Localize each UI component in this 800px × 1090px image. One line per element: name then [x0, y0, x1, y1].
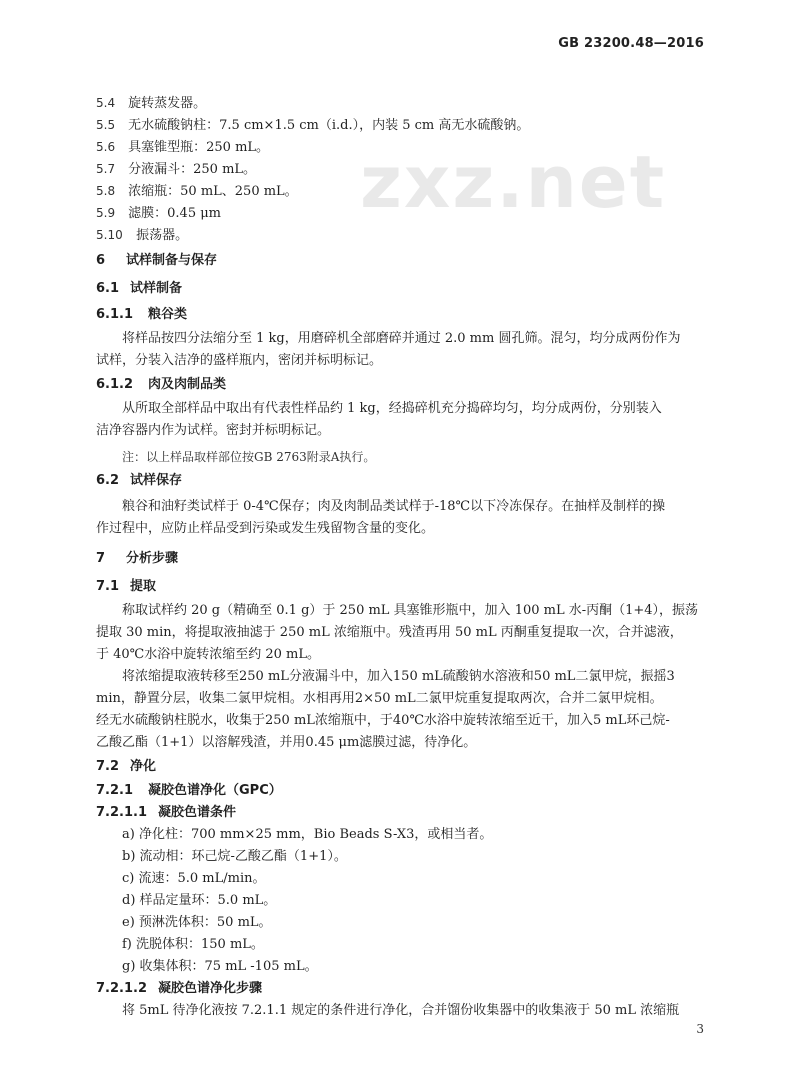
item-text: 旋转蒸发器。: [128, 96, 207, 111]
heading-number: 7.2: [96, 759, 120, 774]
note: 注：以上样品取样部位按GB 2763附录A执行。: [122, 450, 376, 464]
section-heading: [96, 278, 182, 300]
heading-number: 7.2.1: [96, 783, 134, 798]
item-text: 分液漏斗：250 mL。: [128, 162, 257, 177]
section-heading: [96, 250, 217, 272]
heading-title: 肉及肉制品类: [148, 377, 227, 392]
paragraph-line: 将浓缩提取液转移至250 mL分液漏斗中，加入150 mL硫酸钠水溶液和50 mL二氯甲烷，振摇3: [122, 669, 675, 684]
paragraph-line: 洁净容器内作为试样。密封并标明标记。: [96, 423, 331, 438]
list-item: [96, 224, 188, 247]
list-item: b) 流动相：环己烷-乙酸乙酯（1+1）。: [122, 849, 347, 864]
paragraph-line: 作过程中，应防止样品受到污染或发生残留物含量的变化。: [96, 521, 435, 536]
list-item: [96, 180, 298, 203]
heading-number: 6.1.2: [96, 377, 134, 392]
item-number: 5.10: [96, 228, 123, 242]
paragraph-line: 经无水硫酸钠柱脱水，收集于250 mL浓缩瓶中，于40℃水浴中旋转浓缩至近干，加入5 mL环己烷-: [96, 713, 670, 728]
section-heading: [96, 756, 156, 778]
paragraph-line: min，静置分层，收集二氯甲烷相。水相再用2×50 mL二氯甲烷重复提取两次，合并二氯甲烷相。: [96, 691, 663, 706]
watermark: zxz.net: [360, 140, 667, 224]
section-heading: [96, 978, 262, 1000]
item-text: 具塞锥型瓶：250 mL。: [128, 140, 270, 155]
heading-number: 7.1: [96, 579, 120, 594]
list-item: g) 收集体积：75 mL -105 mL。: [122, 959, 318, 974]
paragraph-line: 称取试样约 20 g（精确至 0.1 g）于 250 mL 具塞锥形瓶中，加入 100 mL 水-丙酮（1+4），振荡: [122, 603, 699, 618]
heading-title: 分析步骤: [126, 551, 179, 566]
section-heading: [96, 548, 178, 570]
list-item: a) 净化柱：700 mm×25 mm，Bio Beads S-X3，或相当者。: [122, 827, 493, 842]
section-heading: [96, 802, 236, 824]
section-heading: [96, 470, 182, 492]
heading-number: 6.1.1: [96, 307, 134, 322]
item-text: 无水硫酸钠柱：7.5 cm×1.5 cm（i.d.），内装 5 cm 高无水硫酸钠。: [128, 118, 530, 133]
list-item: c) 流速：5.0 mL/min。: [122, 871, 266, 886]
paragraph-line: 于 40℃水浴中旋转浓缩至约 20 mL。: [96, 647, 320, 662]
paragraph-line: 从所取全部样品中取出有代表性样品约 1 kg，经捣碎机充分捣碎均匀，均分成两份，分别装入: [122, 401, 662, 416]
paragraph-line: 粮谷和油籽类试样于 0-4℃保存；肉及肉制品类试样于-18℃以下冷冻保存。在抽样及制样的操: [122, 499, 666, 514]
list-item: d) 样品定量环：5.0 mL。: [122, 893, 277, 908]
section-heading: [96, 576, 156, 598]
section-heading: [96, 374, 226, 396]
item-number: 5.5: [96, 118, 116, 132]
heading-title: 试样制备与保存: [126, 253, 218, 268]
item-number: 5.6: [96, 140, 116, 154]
item-number: 5.4: [96, 96, 116, 110]
item-number: 5.8: [96, 184, 116, 198]
paragraph-line: 提取 30 min，将提取液抽滤于 250 mL 浓缩瓶中。残渣再用 50 mL 丙酮重复提取一次，合并滤液，: [96, 625, 683, 640]
list-item: e) 预淋洗体积：50 mL。: [122, 915, 272, 930]
paragraph-line: 将样品按四分法缩分至 1 kg，用磨碎机全部磨碎并通过 2.0 mm 圆孔筛。混匀，均分成两份作为: [122, 331, 681, 346]
item-number: 5.9: [96, 206, 116, 220]
paragraph-line: 乙酸乙酯（1+1）以溶解残渣，并用0.45 μm滤膜过滤，待净化。: [96, 735, 477, 750]
heading-title: 净化: [130, 759, 157, 774]
heading-number: 6.2: [96, 473, 120, 488]
heading-number: 7.2.1.2: [96, 981, 147, 996]
item-text: 振荡器。: [136, 228, 189, 243]
heading-title: 凝胶色谱净化步骤: [158, 981, 263, 996]
heading-title: 凝胶色谱净化（GPC）: [148, 783, 282, 798]
page-number: 3: [696, 1022, 704, 1036]
list-item: f) 洗脱体积：150 mL。: [122, 937, 264, 952]
heading-title: 提取: [130, 579, 157, 594]
list-item: [96, 158, 256, 181]
paragraph-line: 试样，分装入洁净的盛样瓶内，密闭并标明标记。: [96, 353, 383, 368]
heading-title: 试样保存: [130, 473, 183, 488]
list-item: [96, 114, 529, 137]
heading-title: 粮谷类: [148, 307, 188, 322]
heading-title: 凝胶色谱条件: [158, 805, 237, 820]
heading-number: 6: [96, 253, 106, 268]
section-heading: [96, 304, 187, 326]
standard-id-header: GB 23200.48—2016: [558, 36, 704, 51]
list-item: [96, 136, 269, 159]
list-item: [96, 92, 206, 115]
heading-number: 7.2.1.1: [96, 805, 147, 820]
section-heading: [96, 780, 282, 802]
list-item: [96, 202, 221, 225]
item-text: 浓缩瓶：50 mL、250 mL。: [128, 184, 298, 199]
heading-number: 6.1: [96, 281, 120, 296]
heading-number: 7: [96, 551, 106, 566]
item-text: 滤膜：0.45 μm: [128, 206, 221, 221]
item-number: 5.7: [96, 162, 116, 176]
heading-title: 试样制备: [130, 281, 183, 296]
paragraph-line: 将 5mL 待净化液按 7.2.1.1 规定的条件进行净化，合并馏份收集器中的收集液于 50 mL 浓缩瓶: [122, 1003, 680, 1018]
